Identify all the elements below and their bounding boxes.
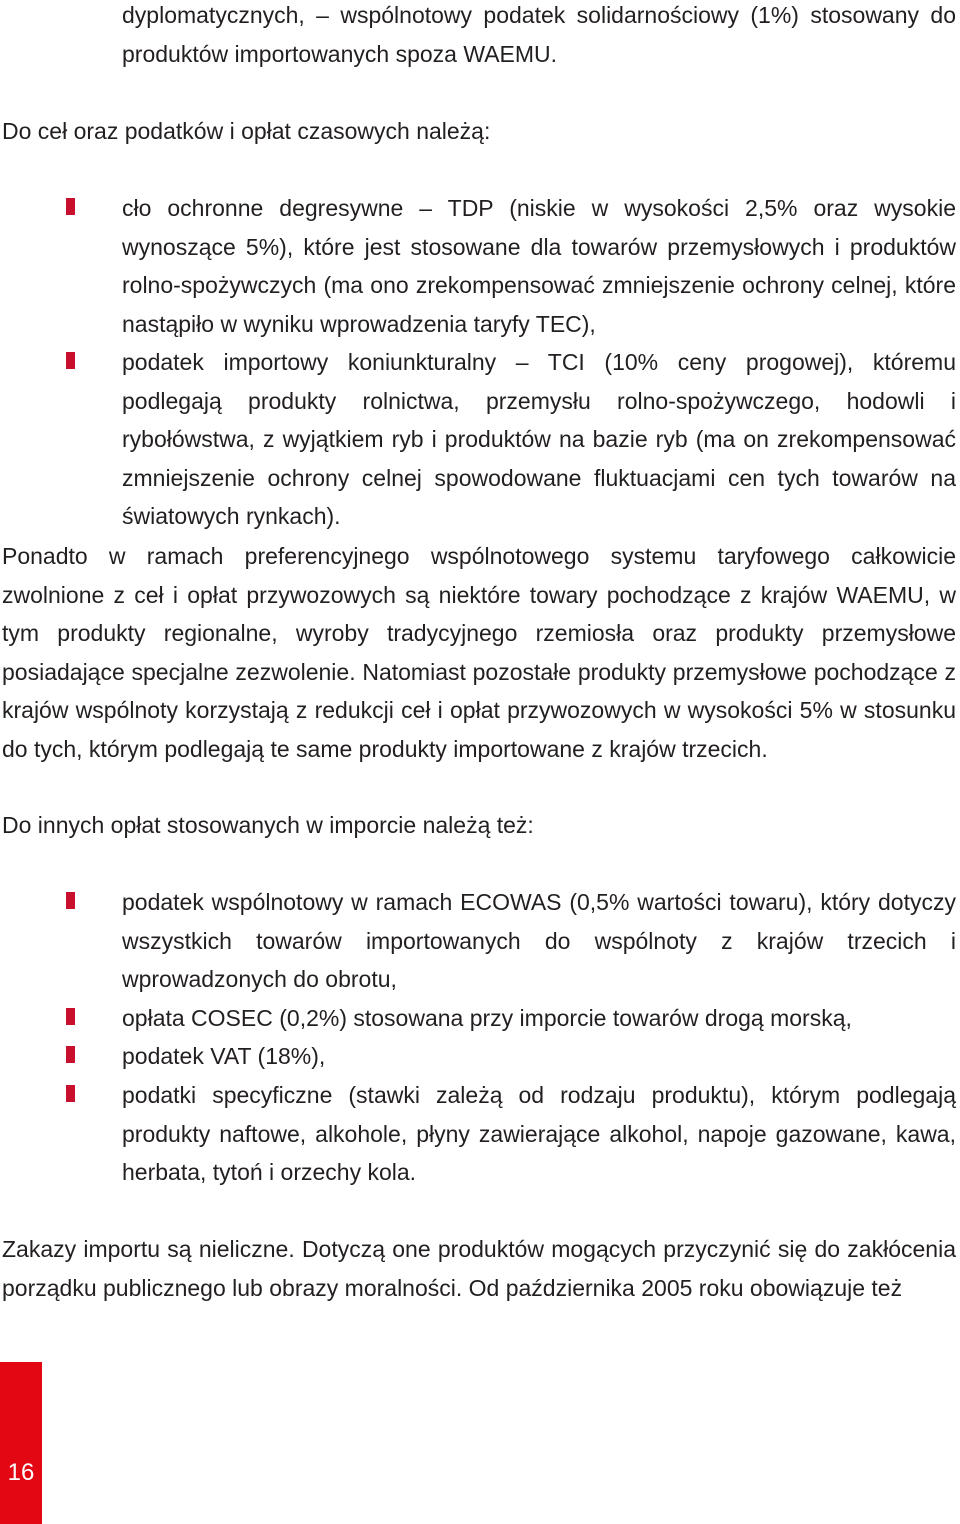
bullet-marker — [66, 352, 75, 369]
paragraph-import-bans: Zakazy importu są nieliczne. Dotyczą one produktów mogących przyczynić się do zakłócenia porządku publicznego lub obrazy moralności. Od października 2005 roku obowiązuje też — [2, 1236, 956, 1301]
list-item-ecowas: podatek wspólnotowy w ramach ECOWAS (0,5% wartości towaru), który dotyczy wszystkich towarów importowanych do wspólnoty z krajów trzecich i wprowadzonych do obrotu, — [122, 889, 956, 992]
list-item-tci: podatek importowy koniunkturalny – TCI (10% ceny progowej), któremu podlegają produkty rolnictwa, przemysłu rolno-spożywczego, hodowli i rybołówstwa, z wyjątkiem ryb i produktów na bazie ryb (ma on zrekompensować zmniejszenie ochrony celnej spowodowane fluktuacjami cen tych towarów na światowych rynkach). — [122, 349, 956, 529]
list-item-tdp: cło ochronne degresywne – TDP (niskie w wysokości 2,5% oraz wysokie wynoszące 5%), które jest stosowane dla towarów przemysłowych i produktów rolno-spożywczych (ma ono zrekompensować zmniejszenie ochrony celnej, które nastąpiło w wyniku wprowadzenia taryfy TEC), — [122, 195, 956, 337]
list-item-vat: podatek VAT (18%), — [122, 1043, 326, 1069]
bullet-marker — [66, 1008, 75, 1025]
paragraph-preferential-system: Ponadto w ramach preferencyjnego wspólnotowego systemu taryfowego całkowicie zwolnione z ceł i opłat przywozowych są niektóre towary pochodzące z krajów WAEMU, w tym produkty regionalne, wyroby tradycyjnego rzemiosła oraz produkty przemysłowe posiadające specjalne zezwolenie. Natomiast pozostałe produkty przemysłowe pochodzące z krajów wspólnoty korzystają z redukcji ceł i opłat przywozowych w wysokości 5% w stosunku do tych, którym podlegają te same produkty importowane z krajów trzecich. — [2, 543, 956, 762]
bullet-marker — [66, 1085, 75, 1102]
list-item-specific-taxes: podatki specyficzne (stawki zależą od rodzaju produktu), którym podlegają produkty naftowe, alkohole, płyny zawierające alkohol, napoje gazowane, kawa, herbata, tytoń i orzechy kola. — [122, 1082, 956, 1185]
bullet-marker — [66, 1046, 75, 1063]
list-item-cosec: opłata COSEC (0,2%) stosowana przy imporcie towarów drogą morską, — [122, 1005, 852, 1031]
list-item-continued: dyplomatycznych, – wspólnotowy podatek solidarnościowy (1%) stosowany do produktów importowanych spoza WAEMU. — [122, 2, 956, 67]
page-number: 16 — [7, 1459, 35, 1486]
paragraph-temporary-duties-intro: Do ceł oraz podatków i opłat czasowych należą: — [2, 118, 491, 144]
bullet-marker — [66, 892, 75, 909]
bullet-marker — [66, 198, 75, 215]
paragraph-other-charges-intro: Do innych opłat stosowanych w imporcie należą też: — [2, 812, 534, 838]
page-number-tab — [0, 1362, 42, 1524]
